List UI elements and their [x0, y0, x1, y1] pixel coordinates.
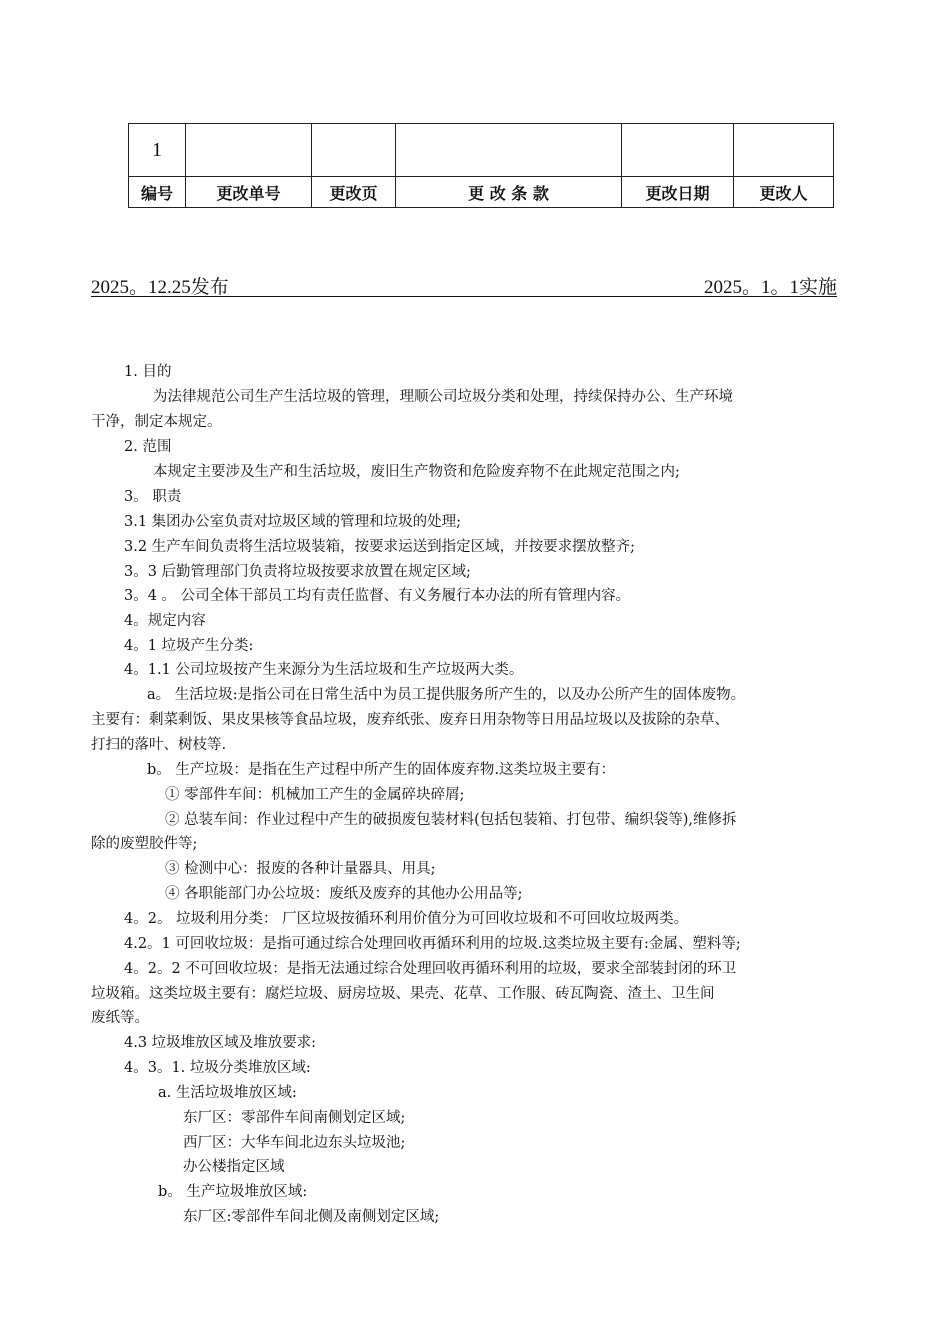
- paragraph-line: b。 生产垃圾堆放区域:: [158, 1184, 308, 1200]
- paragraph-line: 3。3 后勤管理部门负责将垃圾按要求放置在规定区域;: [124, 564, 471, 580]
- implement-date: 2025。1。1实施: [703, 277, 837, 298]
- header-changer: 更改人: [734, 177, 834, 208]
- paragraph-line: 3.1 集团办公室负责对垃圾区域的管理和垃圾的处理;: [124, 514, 462, 530]
- revision-number-cell: 1: [129, 124, 186, 177]
- revision-empty-cell: [622, 124, 734, 177]
- revision-empty-cell: [186, 124, 312, 177]
- paragraph-line: 除的废塑胶件等;: [91, 836, 198, 852]
- header-change-page: 更改页: [312, 177, 396, 208]
- header-number: 编号: [129, 177, 186, 208]
- list-item: ② 总装车间：作业过程中产生的破损废包装材料(包括包装箱、打包带、编织袋等),维修拆: [165, 812, 737, 828]
- paragraph-line: 为法律规范公司生产生活垃圾的管理，理顺公司垃圾分类和处理，持续保持办公、生产环境: [153, 389, 733, 405]
- paragraph-line: 4。2。 垃圾利用分类： 厂区垃圾按循环利用价值分为可回收垃圾和不可回收垃圾两类。: [124, 911, 689, 927]
- list-item: ① 零部件车间：机械加工产生的金属碎块碎屑;: [165, 787, 465, 803]
- publish-date: 2025。12.25发布: [91, 277, 229, 298]
- list-item: ③ 检测中心：报废的各种计量器具、用具;: [165, 861, 436, 877]
- paragraph-line: 废纸等。: [91, 1010, 149, 1026]
- paragraph-line: 4。3。1. 垃圾分类堆放区域:: [124, 1060, 311, 1076]
- paragraph-line: 主要有：剩菜剩饭、果皮果核等食品垃圾，废弃纸张、废弃日用杂物等日用品垃圾以及拔除的杂草、: [91, 712, 729, 728]
- paragraph-line: 西厂区：大华车间北边东头垃圾池;: [183, 1135, 406, 1151]
- paragraph-line: 4。1.1 公司垃圾按产生来源分为生活垃圾和生产垃圾两大类。: [124, 662, 524, 678]
- paragraph-line: 4。2。2 不可回收垃圾：是指无法通过综合处理回收再循环利用的垃圾，要求全部装封闭的环卫: [124, 961, 737, 977]
- paragraph-line: 本规定主要涉及生产和生活垃圾，废旧生产物资和危险废弃物不在此规定范围之内;: [153, 464, 680, 480]
- paragraph-line: 4。1 垃圾产生分类:: [124, 638, 254, 654]
- paragraph-line: 干净，制定本规定。: [91, 414, 222, 430]
- revision-empty-cell: [396, 124, 622, 177]
- revision-table-header-row: [129, 177, 834, 208]
- paragraph-line: 垃圾箱。这类垃圾主要有：腐烂垃圾、厨房垃圾、果壳、花草、工作服、砖瓦陶瓷、渣土、卫生间: [91, 986, 715, 1002]
- paragraph-line: 3。4 。 公司全体干部员工均有责任监督、有义务履行本办法的所有管理内容。: [124, 588, 631, 604]
- paragraph-line: a。 生活垃圾:是指公司在日常生活中为员工提供服务所产生的，以及办公所产生的固体废物。: [147, 687, 746, 703]
- paragraph-line: 4.3 垃圾堆放区域及堆放要求:: [124, 1035, 317, 1051]
- revision-table: [128, 123, 834, 208]
- section-heading: 2. 范围: [124, 439, 172, 455]
- header-change-date: 更改日期: [622, 177, 734, 208]
- revision-table-blank-row: [129, 124, 834, 177]
- paragraph-line: 办公楼指定区域: [183, 1159, 285, 1175]
- section-heading: 4。规定内容: [124, 613, 206, 629]
- header-change-clause: 更 改 条 款: [396, 177, 622, 208]
- paragraph-line: 4.2。1 可回收垃圾：是指可通过综合处理回收再循环利用的垃圾.这类垃圾主要有:金属、塑料等;: [124, 936, 741, 952]
- revision-empty-cell: [312, 124, 396, 177]
- revision-empty-cell: [734, 124, 834, 177]
- header-change-order: 更改单号: [186, 177, 312, 208]
- paragraph-line: 打扫的落叶、树枝等.: [91, 737, 227, 753]
- paragraph-line: 东厂区：零部件车间南侧划定区域;: [183, 1110, 406, 1126]
- paragraph-line: 东厂区:零部件车间北侧及南侧划定区域;: [183, 1209, 440, 1225]
- paragraph-line: 3.2 生产车间负责将生活垃圾装箱，按要求运送到指定区域，并按要求摆放整齐;: [124, 539, 636, 555]
- section-heading: 3。 职责: [124, 489, 182, 505]
- list-item: ④ 各职能部门办公垃圾：废纸及废弃的其他办公用品等;: [165, 886, 523, 902]
- paragraph-line: b。 生产垃圾：是指在生产过程中所产生的固体废弃物.这类垃圾主要有：: [147, 762, 615, 778]
- paragraph-line: a. 生活垃圾堆放区域:: [158, 1085, 297, 1101]
- date-line: [91, 270, 837, 297]
- section-heading: 1. 目的: [124, 364, 172, 380]
